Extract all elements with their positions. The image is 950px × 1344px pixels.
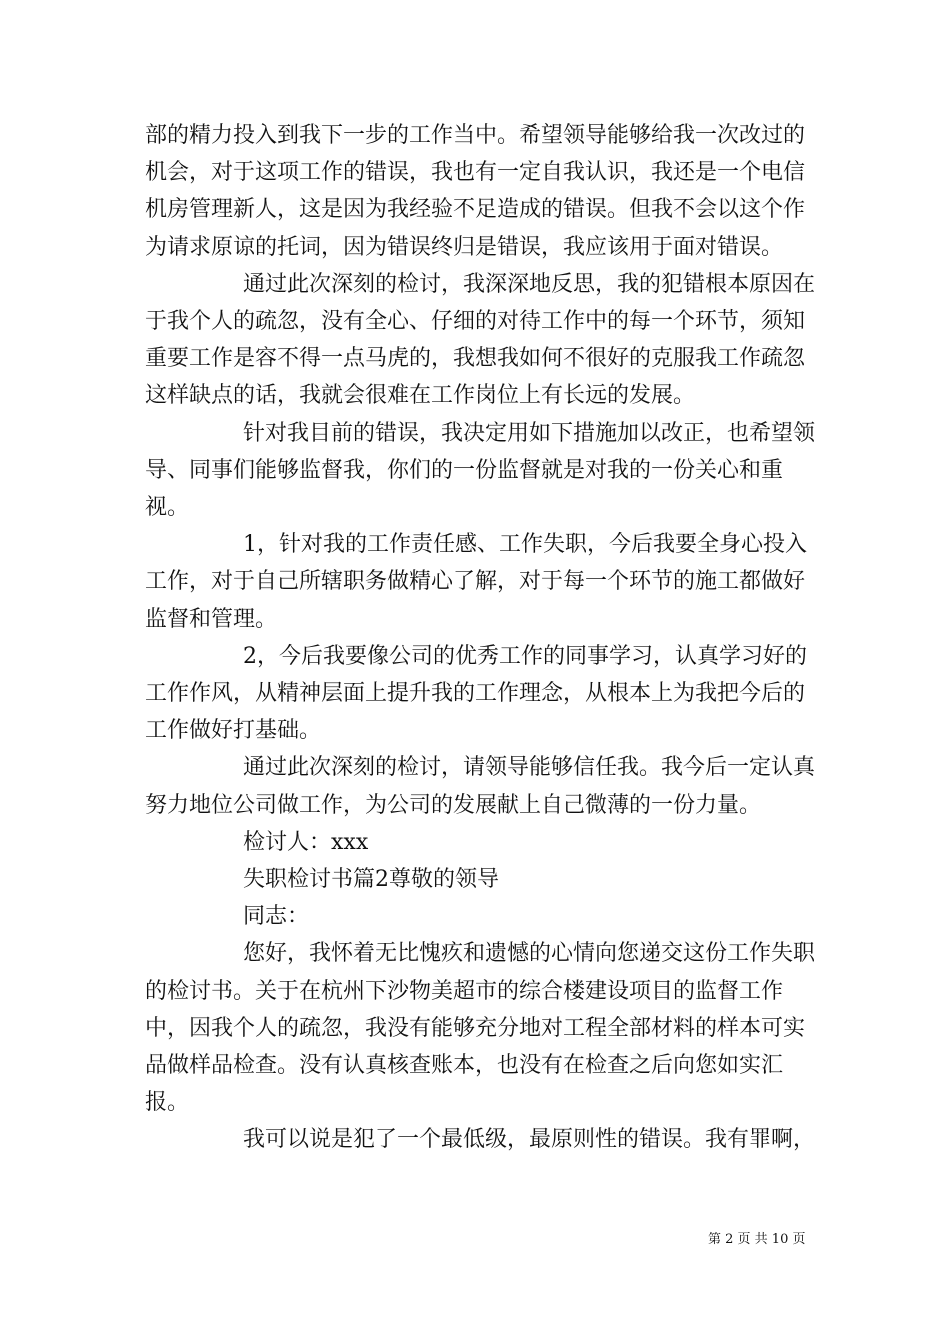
- paragraph: 您好，我怀着无比愧疚和遗憾的心情向您递交这份工作失职的检讨书。关于在杭州下沙物美超市的综合楼建设项目的监督工作中，因我个人的疏忽，我没有能够充分地对工程全部材料的样本可实品做样品检查。没有认真核查账本，也没有在检查之后向您如实汇报。: [145, 941, 816, 1116]
- signature-line: 检讨人：xxx: [243, 829, 369, 855]
- salutation: 同志：: [243, 904, 310, 930]
- section-title: 失职检讨书篇2尊敬的领导: [243, 867, 499, 893]
- paragraph: 通过此次深刻的检讨，我深深地反思，我的犯错根本原因在于我个人的疏忽，没有全心、仔细的对待工作中的每一个环节，须知重要工作是容不得一点马虎的，我想我如何不很好的克服我工作疏忽这样缺点的话，我就会很难在工作岗位上有长远的发展。: [145, 271, 816, 409]
- page-number-footer: 第 2 页 共 10 页: [708, 1232, 806, 1247]
- list-item-1: 1，针对我的工作责任感、工作失职，今后我要全身心投入工作，对于自己所辖职务做精心了解，对于每一个环节的施工都做好监督和管理。: [145, 532, 807, 632]
- paragraph: 部的精力投入到我下一步的工作当中。希望领导能够给我一次改过的机会，对于这项工作的错误，我也有一定自我认识，我还是一个电信机房管理新人，这是因为我经验不足造成的错误。但我不会以这个作为请求原谅的托词，因为错误终归是错误，我应该用于面对错误。: [145, 123, 806, 260]
- paragraph: 我可以说是犯了一个最低级，最原则性的错误。我有罪啊，: [243, 1127, 816, 1153]
- paragraph: 通过此次深刻的检讨，请领导能够信任我。我今后一定认真努力地位公司做工作，为公司的发展献上自己微薄的一份力量。: [145, 755, 816, 818]
- paragraph: 针对我目前的错误，我决定用如下措施加以改正，也希望领导、同事们能够监督我，你们的一份监督就是对我的一份关心和重视。: [145, 420, 816, 521]
- document-body: [145, 117, 815, 1159]
- list-item-2: 2，今后我要像公司的优秀工作的同事学习，认真学习好的工作作风，从精神层面上提升我的工作理念，从根本上为我把今后的工作做好打基础。: [145, 643, 807, 744]
